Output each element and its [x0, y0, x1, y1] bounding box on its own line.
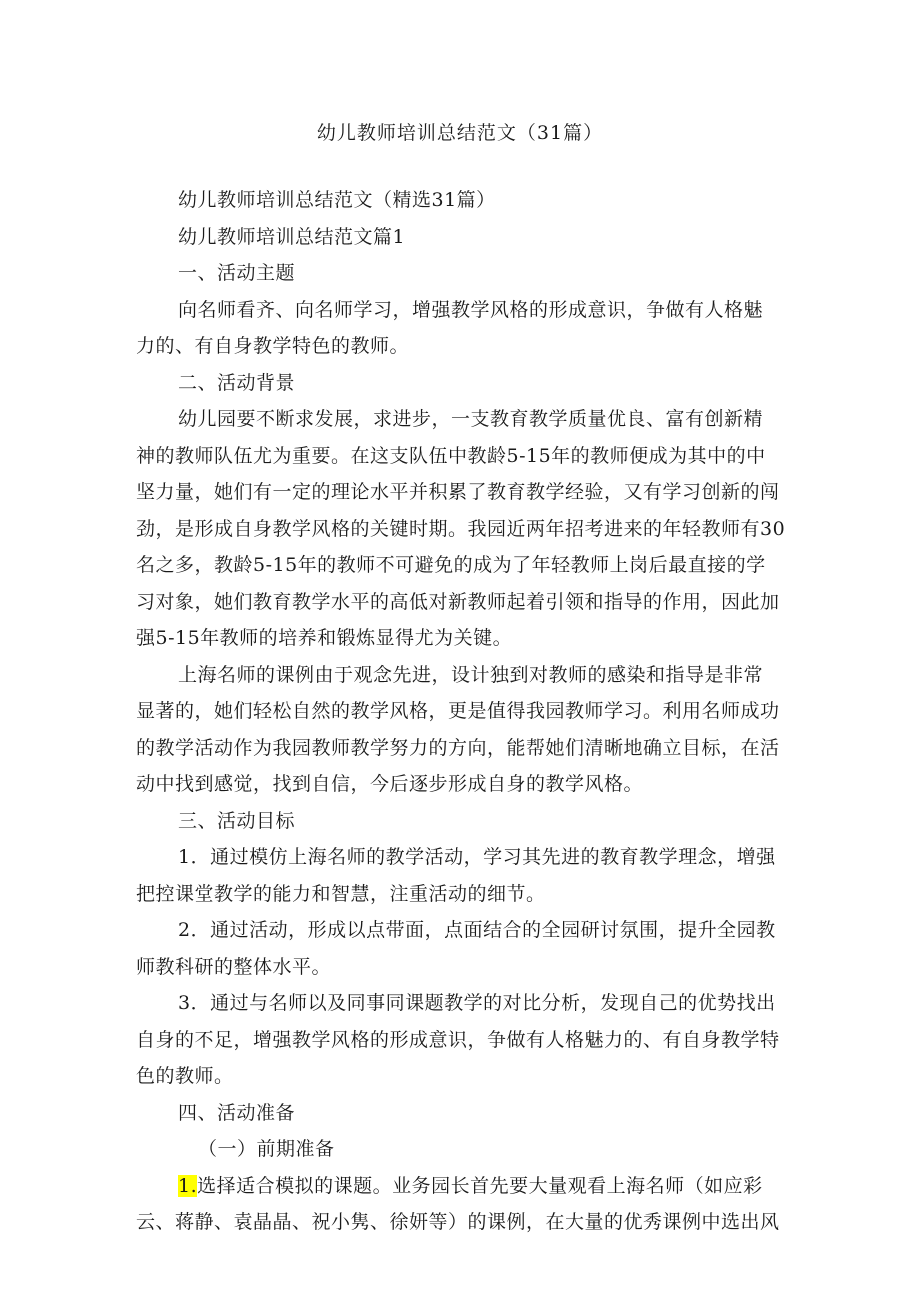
heading-activity-background: 二、活动背景 — [178, 372, 296, 394]
subtitle: 幼儿教师培训总结范文（精选31篇） — [178, 189, 496, 211]
paragraph-line: 的教学活动作为我园教师教学努力的方向，能帮她们清晰地确立目标，在活 — [136, 737, 780, 759]
paragraph-line: 把控课堂教学的能力和智慧，注重活动的细节。 — [136, 883, 546, 905]
heading-activity-goals: 三、活动目标 — [178, 810, 296, 832]
paragraph-line: 自身的不足，增强教学风格的形成意识，争做有人格魅力的、有自身教学特 — [136, 1029, 780, 1051]
paragraph-line: 幼儿园要不断求发展，求进步，一支教育教学质量优良、富有创新精 — [178, 408, 764, 430]
heading-activity-preparation: 四、活动准备 — [178, 1102, 296, 1124]
document-title: 幼儿教师培训总结范文（31篇） — [316, 122, 604, 144]
goal-item-3: 3．通过与名师以及同事同课题教学的对比分析，发现自己的优势找出 — [178, 992, 776, 1014]
subheading-early-preparation: （一）前期准备 — [198, 1138, 335, 1160]
goal-item-1: 1．通过模仿上海名师的教学活动，学习其先进的教育教学理念，增强 — [178, 846, 776, 868]
goal-item-2: 2．通过活动，形成以点带面，点面结合的全园研讨氛围，提升全园教 — [178, 919, 776, 941]
paragraph-line: 云、蒋静、袁晶晶、祝小隽、徐妍等）的课例，在大量的优秀课例中选出风 — [136, 1211, 780, 1233]
paragraph-line: 上海名师的课例由于观念先进，设计独到对教师的感染和指导是非常 — [178, 664, 764, 686]
highlighted-number: 1. — [178, 1175, 198, 1197]
preparation-item-1 — [178, 1171, 763, 1198]
paragraph-line: 名之多，教龄5-15年的教师不可避免的成为了年轻教师上岗后最直接的学 — [136, 554, 766, 576]
paragraph-line: 劲，是形成自身教学风格的关键时期。我园近两年招考进来的年轻教师有30 — [136, 518, 786, 540]
paragraph-line: 色的教师。 — [136, 1065, 234, 1087]
paragraph-line: 习对象，她们教育教学水平的高低对新教师起着引领和指导的作用，因此加 — [136, 591, 780, 613]
paragraph-line: 力的、有自身教学特色的教师。 — [136, 335, 410, 357]
paragraph-line: 强5-15年教师的培养和锻炼显得尤为关键。 — [136, 627, 513, 649]
paragraph-line: 显著的，她们轻松自然的教学风格，更是值得我园教师学习。利用名师成功 — [136, 700, 780, 722]
paragraph-line: 动中找到感觉，找到自信，今后逐步形成自身的教学风格。 — [136, 773, 644, 795]
section-heading: 幼儿教师培训总结范文篇1 — [178, 226, 406, 248]
paragraph-line: 向名师看齐、向名师学习，增强教学风格的形成意识，争做有人格魅 — [178, 299, 764, 321]
preparation-item-text: 选择适合模拟的课题。业务园长首先要大量观看上海名师（如应彩 — [197, 1175, 763, 1197]
paragraph-line: 神的教师队伍尤为重要。在这支队伍中教龄5-15年的教师便成为其中的中 — [136, 445, 766, 467]
paragraph-line: 师教科研的整体水平。 — [136, 956, 332, 978]
paragraph-line: 坚力量，她们有一定的理论水平并积累了教育教学经验，又有学习创新的闯 — [136, 481, 780, 503]
heading-activity-theme: 一、活动主题 — [178, 262, 296, 284]
